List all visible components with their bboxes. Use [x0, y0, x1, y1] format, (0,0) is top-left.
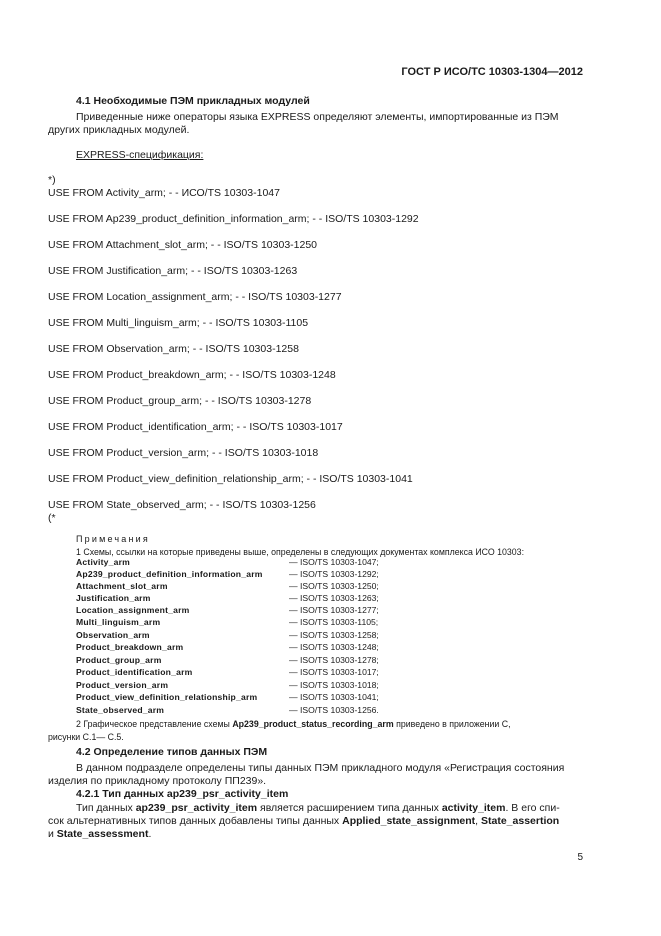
- schema-name: Product_group_arm: [76, 655, 162, 665]
- use-line: USE FROM Observation_arm; - - ISO/TS 10303-1258: [48, 343, 299, 355]
- section-4-2-para-line1: В данном подразделе определены типы данных ПЭМ прикладного модуля «Регистрация состояния: [76, 762, 565, 774]
- use-line: USE FROM Product_identification_arm; - - ISO/TS 10303-1017: [48, 421, 343, 433]
- section-4-1-title: 4.1 Необходимые ПЭМ прикладных модулей: [76, 95, 310, 107]
- schema-ref: — ISO/TS 10303-1041;: [289, 692, 379, 702]
- document-header: ГОСТ Р ИСО/ТС 10303-1304—2012: [401, 66, 583, 78]
- text: сок альтернативных типов данных добавлены типы данных: [48, 815, 343, 827]
- schema-name: Product_view_definition_relationship_arm: [76, 692, 258, 702]
- note-1: 1 Схемы, ссылки на которые приведены выше, определены в следующих документах комплекса ИСО 10303:: [76, 547, 525, 557]
- note-2-schema: Ap239_product_status_recording_arm: [232, 719, 394, 729]
- open-comment: *): [48, 174, 56, 186]
- text: Тип данных: [76, 802, 136, 814]
- note-2-line2: рисунки С.1— С.5.: [48, 732, 124, 742]
- section-4-2-para-line2: изделия по прикладному протоколу ПП239».: [48, 775, 267, 787]
- schema-name: Product_identification_arm: [76, 667, 193, 677]
- schema-ref: — ISO/TS 10303-1047;: [289, 557, 379, 567]
- type-name: State_assertion: [481, 815, 560, 827]
- schema-ref: — ISO/TS 10303-1263;: [289, 593, 379, 603]
- note-2: [76, 719, 511, 729]
- close-comment: (*: [48, 512, 56, 524]
- section-4-2-1-line2: [48, 815, 559, 827]
- schema-name: State_observed_arm: [76, 705, 165, 715]
- use-line: USE FROM Location_assignment_arm; - - ISO/TS 10303-1277: [48, 291, 342, 303]
- schema-ref: — ISO/TS 10303-1277;: [289, 605, 379, 615]
- use-line: USE FROM Ap239_product_definition_information_arm; - - ISO/TS 10303-1292: [48, 213, 419, 225]
- use-line: USE FROM Product_group_arm; - - ISO/TS 10303-1278: [48, 395, 312, 407]
- section-4-2-1-line3: [48, 828, 151, 840]
- section-4-1-para-line2: других прикладных модулей.: [48, 124, 190, 136]
- schema-name: Attachment_slot_arm: [76, 581, 168, 591]
- schema-ref: — ISO/TS 10303-1292;: [289, 569, 379, 579]
- schema-name: Multi_linguism_arm: [76, 617, 161, 627]
- type-name: Applied_state_assignment: [342, 815, 476, 827]
- text: ,: [475, 815, 481, 827]
- schema-ref: — ISO/TS 10303-1256.: [289, 705, 379, 715]
- section-4-2-1-line1: [76, 802, 560, 814]
- schema-name: Observation_arm: [76, 630, 150, 640]
- section-4-2-title: 4.2 Определение типов данных ПЭМ: [76, 746, 268, 758]
- type-name: State_assessment: [56, 828, 149, 840]
- use-line: USE FROM Activity_arm; - - ИСО/TS 10303-1047: [48, 187, 280, 199]
- section-4-1-para-line1: Приведенные ниже операторы языка EXPRESS определяют элементы, импортированные из ПЭМ: [76, 111, 559, 123]
- schema-ref: — ISO/TS 10303-1018;: [289, 680, 379, 690]
- section-4-2-1-title: 4.2.1 Тип данных ap239_psr_activity_item: [76, 788, 289, 800]
- use-line: USE FROM Attachment_slot_arm; - - ISO/TS 10303-1250: [48, 239, 318, 251]
- schema-ref: — ISO/TS 10303-1258;: [289, 630, 379, 640]
- text: .: [148, 828, 152, 840]
- text: . В его спи-: [505, 802, 560, 814]
- schema-name: Justification_arm: [76, 593, 151, 603]
- use-line: USE FROM State_observed_arm; - - ISO/TS 10303-1256: [48, 499, 316, 511]
- use-line: USE FROM Product_version_arm; - - ISO/TS 10303-1018: [48, 447, 319, 459]
- use-line: USE FROM Multi_linguism_arm; - - ISO/TS 10303-1105: [48, 317, 309, 329]
- schema-ref: — ISO/TS 10303-1278;: [289, 655, 379, 665]
- schema-name: Activity_arm: [76, 557, 130, 567]
- use-line: USE FROM Justification_arm; - - ISO/TS 10303-1263: [48, 265, 298, 277]
- text: и: [48, 828, 57, 840]
- text: является расширением типа данных: [257, 802, 442, 814]
- notes-label: Примечания: [76, 534, 150, 544]
- note-2-text-end: приведено в приложении С,: [393, 719, 511, 729]
- schema-ref: — ISO/TS 10303-1248;: [289, 642, 379, 652]
- schema-ref: — ISO/TS 10303-1017;: [289, 667, 379, 677]
- type-name: ap239_psr_activity_item: [135, 802, 258, 814]
- schema-name: Ap239_product_definition_information_arm: [76, 569, 263, 579]
- schema-name: Product_version_arm: [76, 680, 169, 690]
- use-line: USE FROM Product_view_definition_relationship_arm; - - ISO/TS 10303-1041: [48, 473, 413, 485]
- page-number: 5: [577, 852, 583, 863]
- type-name: activity_item: [441, 802, 506, 814]
- use-line: USE FROM Product_breakdown_arm; - - ISO/TS 10303-1248: [48, 369, 336, 381]
- schema-ref: — ISO/TS 10303-1105;: [289, 617, 379, 627]
- schema-name: Location_assignment_arm: [76, 605, 190, 615]
- schema-name: Product_breakdown_arm: [76, 642, 184, 652]
- schema-ref: — ISO/TS 10303-1250;: [289, 581, 379, 591]
- express-spec-label: EXPRESS-спецификация:: [76, 149, 204, 161]
- note-2-text: 2 Графическое представление схемы: [76, 719, 233, 729]
